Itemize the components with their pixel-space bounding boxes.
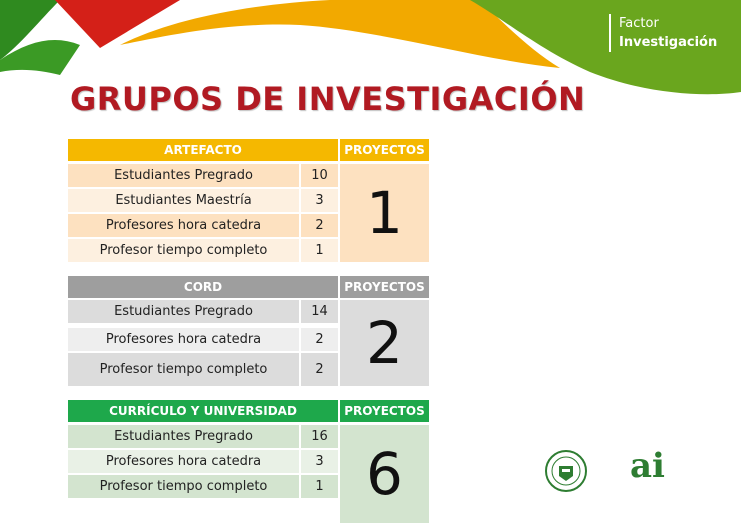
table-row <box>68 214 338 237</box>
row-value: 14 <box>301 300 338 323</box>
row-value: 2 <box>301 353 338 386</box>
table-row <box>68 425 338 448</box>
row-label: Estudiantes Maestría <box>68 189 299 212</box>
table-row <box>68 300 338 323</box>
row-value: 2 <box>301 328 338 351</box>
projects-count: 6 <box>340 425 429 523</box>
row-value: 10 <box>301 164 338 187</box>
row-label: Profesor tiempo completo <box>68 239 299 262</box>
projects-header: PROYECTOS <box>340 276 429 298</box>
table-row <box>68 475 338 498</box>
row-label: Profesores hora catedra <box>68 214 299 237</box>
table-row <box>68 189 338 212</box>
row-value: 1 <box>301 239 338 262</box>
brand-line1: Factor <box>619 16 659 31</box>
table-row <box>68 239 338 262</box>
projects-count: 2 <box>340 300 429 386</box>
table-row <box>68 450 338 473</box>
projects-header: PROYECTOS <box>340 400 429 422</box>
projects-header: PROYECTOS <box>340 139 429 161</box>
row-label: Profesores hora catedra <box>68 450 299 473</box>
row-value: 3 <box>301 189 338 212</box>
page-title: GRUPOS DE INVESTIGACIÓN <box>70 80 586 118</box>
row-value: 2 <box>301 214 338 237</box>
row-label: Estudiantes Pregrado <box>68 300 299 323</box>
row-value: 16 <box>301 425 338 448</box>
row-label: Profesor tiempo completo <box>68 353 299 386</box>
university-seal-icon <box>544 449 588 493</box>
ai-logo: ai <box>630 446 665 486</box>
table-row <box>68 164 338 187</box>
group-cord <box>68 276 429 388</box>
row-value: 1 <box>301 475 338 498</box>
group-header: CURRÍCULO Y UNIVERSIDAD <box>68 400 338 422</box>
brand-label <box>609 14 717 52</box>
group-header: CORD <box>68 276 338 298</box>
group-artefacto <box>68 139 429 264</box>
row-value: 3 <box>301 450 338 473</box>
row-label: Profesor tiempo completo <box>68 475 299 498</box>
row-label: Estudiantes Pregrado <box>68 425 299 448</box>
row-label: Estudiantes Pregrado <box>68 164 299 187</box>
projects-count: 1 <box>340 164 429 262</box>
brand-line2: Investigación <box>619 35 718 50</box>
table-row <box>68 353 338 386</box>
table-row <box>68 328 338 351</box>
group-header: ARTEFACTO <box>68 139 338 161</box>
row-label: Profesores hora catedra <box>68 328 299 351</box>
group-curriculo <box>68 400 429 508</box>
